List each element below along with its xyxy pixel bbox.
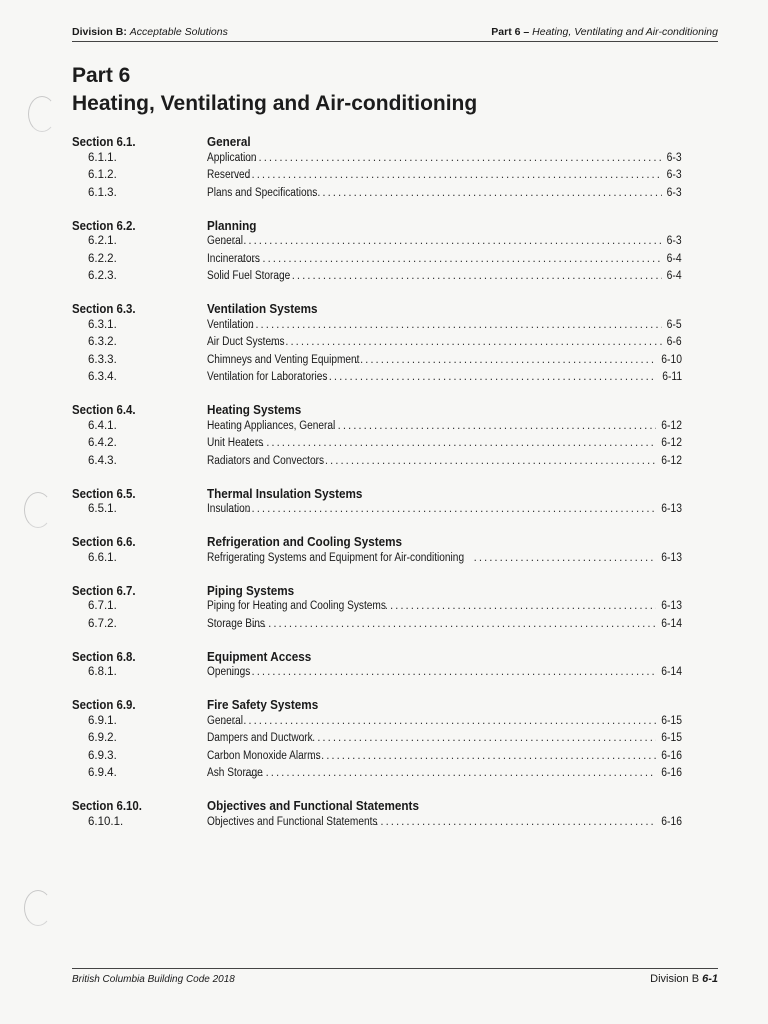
entry-title: Reserved	[207, 169, 251, 182]
entry-title: General	[207, 714, 244, 727]
entry-line	[207, 455, 682, 467]
entry-page: 6-16	[661, 767, 682, 780]
entry-number: 6.1.1.	[88, 151, 117, 164]
entry-page: 6-12	[661, 454, 682, 467]
dot-leader	[235, 319, 663, 331]
entry-number: 6.4.1.	[88, 419, 117, 432]
entry-title: Piping for Heating and Cooling Systems	[207, 600, 386, 613]
toc-entry[interactable]	[72, 765, 682, 783]
section-title: General	[207, 134, 251, 149]
section-heading	[72, 794, 682, 813]
entry-line	[207, 552, 682, 564]
section-label: Section 6.3.	[72, 301, 136, 316]
entry-number: 6.5.1.	[88, 503, 117, 516]
toc-entry[interactable]	[72, 549, 682, 567]
entry-page: 6-11	[662, 371, 682, 384]
entry-page: 6-6	[667, 336, 682, 349]
toc-section	[72, 297, 682, 386]
dot-leader	[474, 552, 656, 564]
dot-leader	[222, 235, 662, 247]
entry-title: Carbon Monoxide Alarms	[207, 749, 321, 762]
entry-title: Ventilation for Laboratories	[207, 371, 328, 384]
entry-number: 6.3.4.	[88, 371, 117, 384]
header-division-label: Division B:	[72, 26, 127, 38]
section-label: Section 6.6.	[72, 534, 136, 549]
toc-entry[interactable]	[72, 334, 682, 352]
toc-section	[72, 482, 682, 519]
section-title: Equipment Access	[207, 648, 312, 664]
entry-page: 6-12	[661, 437, 682, 450]
entry-line	[207, 732, 682, 744]
dot-leader	[314, 455, 656, 467]
binder-hole-mark	[24, 492, 52, 528]
toc-entry[interactable]	[72, 351, 682, 369]
entry-title: General	[207, 235, 244, 248]
entry-line	[207, 354, 682, 366]
entry-page: 6-3	[667, 151, 682, 164]
toc-entry[interactable]	[72, 417, 682, 435]
entry-title: Unit Heaters	[207, 437, 264, 450]
section-label: Section 6.2.	[72, 217, 136, 233]
entry-number: 6.2.2.	[88, 252, 117, 265]
toc-entry[interactable]	[72, 730, 682, 748]
section-label: Section 6.7.	[72, 582, 136, 598]
entry-title: Air Duct Systems	[207, 336, 285, 349]
toc-entry[interactable]	[72, 435, 682, 453]
section-heading	[72, 297, 682, 316]
dot-leader	[355, 354, 656, 366]
dot-leader	[270, 336, 663, 348]
entry-page: 6-12	[661, 419, 682, 432]
toc-section	[72, 130, 682, 202]
dot-leader	[231, 503, 656, 515]
entry-number: 6.2.3.	[88, 270, 117, 283]
entry-title: Dampers and Ductwork	[207, 732, 313, 745]
entry-title: Ash Storage	[207, 767, 263, 780]
entry-line	[207, 371, 682, 383]
entry-page: 6-13	[661, 503, 682, 516]
entry-number: 6.1.2.	[88, 169, 117, 182]
toc-entry[interactable]	[72, 167, 682, 185]
section-label: Section 6.5.	[72, 485, 136, 501]
dot-leader	[375, 816, 656, 828]
toc-section	[72, 693, 682, 782]
entry-page: 6-14	[661, 666, 682, 679]
toc-entry[interactable]	[72, 268, 682, 286]
entry-number: 6.3.3.	[88, 353, 117, 366]
entry-line	[207, 750, 682, 762]
entry-number: 6.9.3.	[88, 749, 117, 762]
dot-leader	[245, 437, 656, 449]
entry-line	[207, 253, 682, 265]
toc-section	[72, 579, 682, 633]
dot-leader	[231, 169, 663, 181]
dot-leader	[318, 371, 657, 383]
entry-page: 6-16	[661, 749, 682, 762]
section-title: Piping Systems	[207, 582, 295, 598]
entry-line	[207, 270, 682, 282]
section-label: Section 6.4.	[72, 402, 136, 417]
section-title: Thermal Insulation Systems	[207, 485, 363, 501]
section-heading	[72, 645, 682, 664]
entry-title: Refrigerating Systems and Equipment for Air-conditioning	[207, 551, 465, 564]
entry-number: 6.4.3.	[88, 454, 117, 467]
dot-leader	[327, 420, 656, 432]
entry-number: 6.2.1.	[88, 235, 117, 248]
entry-line	[207, 187, 682, 199]
section-title: Fire Safety Systems	[207, 697, 319, 712]
entry-line	[207, 235, 682, 247]
entry-title: Storage Bins	[207, 617, 265, 630]
entry-number: 6.1.3.	[88, 186, 117, 199]
dot-leader	[307, 187, 663, 199]
entry-line	[207, 169, 682, 181]
toc-section	[72, 398, 682, 470]
entry-line	[207, 503, 682, 515]
entry-page: 6-13	[661, 551, 682, 564]
toc-entry[interactable]	[72, 598, 682, 616]
running-header	[72, 24, 718, 42]
toc-section	[72, 794, 682, 831]
dot-leader	[238, 152, 663, 164]
header-part-label: Part 6 –	[491, 26, 530, 38]
entry-page: 6-15	[661, 732, 682, 745]
entry-page: 6-14	[661, 617, 682, 630]
entry-page: 6-4	[667, 270, 682, 283]
entry-page: 6-4	[667, 252, 682, 265]
header-part-title: Heating, Ventilating and Air-conditioning	[532, 26, 718, 38]
entry-number: 6.3.2.	[88, 336, 117, 349]
entry-title: Objectives and Functional Statements	[207, 815, 378, 828]
entry-line	[207, 666, 682, 678]
entry-title: Openings	[207, 666, 251, 679]
toc-entry[interactable]	[72, 149, 682, 167]
entry-title: Heating Appliances, General	[207, 419, 336, 432]
entry-number: 6.9.4.	[88, 767, 117, 780]
entry-line	[207, 816, 682, 828]
page-title	[72, 62, 477, 118]
toc-entry[interactable]	[72, 615, 682, 633]
entry-line	[207, 437, 682, 449]
entry-title: Chimneys and Venting Equipment	[207, 353, 360, 366]
entry-line	[207, 420, 682, 432]
entry-page: 6-10	[661, 353, 682, 366]
footer-division: Division B	[650, 973, 700, 985]
footer-page-number: 6-1	[702, 973, 718, 985]
entry-line	[207, 600, 682, 612]
entry-title: Plans and Specifications	[207, 186, 318, 199]
section-title: Objectives and Functional Statements	[207, 798, 419, 813]
section-title: Planning	[207, 217, 257, 233]
entry-line	[207, 336, 682, 348]
entry-page: 6-3	[667, 235, 682, 248]
dot-leader	[311, 750, 656, 762]
section-heading	[72, 214, 682, 233]
toc-section	[72, 645, 682, 682]
toc-entry[interactable]	[72, 664, 682, 682]
section-title: Heating Systems	[207, 402, 302, 417]
entry-line	[207, 618, 682, 630]
dot-leader	[302, 732, 656, 744]
toc-entry[interactable]	[72, 184, 682, 202]
toc-entry[interactable]	[72, 250, 682, 268]
entry-line	[207, 152, 682, 164]
dot-leader	[245, 767, 656, 779]
section-title: Refrigeration and Cooling Systems	[207, 534, 403, 549]
dot-leader	[242, 253, 663, 265]
toc-entry[interactable]	[72, 233, 682, 251]
toc-entry[interactable]	[72, 316, 682, 334]
toc-entry[interactable]	[72, 452, 682, 470]
toc-entry[interactable]	[72, 712, 682, 730]
entry-number: 6.7.2.	[88, 617, 117, 630]
entry-number: 6.6.1.	[88, 551, 117, 564]
footer-code-title: British Columbia Building Code 2018	[72, 974, 235, 985]
binder-hole-mark	[28, 96, 56, 132]
entry-title: Application	[207, 151, 257, 164]
entry-title: Solid Fuel Storage	[207, 270, 291, 283]
section-label: Section 6.8.	[72, 648, 136, 664]
entry-title: Insulation	[207, 503, 251, 516]
table-of-contents	[72, 130, 682, 843]
entry-line	[207, 319, 682, 331]
section-title: Ventilation Systems	[207, 301, 318, 316]
part-name: Heating, Ventilating and Air-conditioning	[72, 92, 478, 115]
toc-section	[72, 214, 682, 286]
section-heading	[72, 482, 682, 501]
entry-line	[207, 715, 682, 727]
entry-number: 6.8.1.	[88, 666, 117, 679]
section-heading	[72, 530, 682, 549]
entry-number: 6.7.1.	[88, 600, 117, 613]
dot-leader	[276, 270, 662, 282]
section-heading	[72, 130, 682, 149]
part-number: Part 6	[72, 64, 131, 87]
running-footer	[72, 968, 718, 989]
entry-number: 6.9.2.	[88, 732, 117, 745]
entry-line	[207, 767, 682, 779]
entry-number: 6.10.1.	[88, 815, 124, 828]
section-label: Section 6.9.	[72, 697, 136, 712]
entry-title: Incinerators	[207, 252, 260, 265]
toc-entry[interactable]	[72, 747, 682, 765]
section-heading	[72, 579, 682, 598]
section-heading	[72, 398, 682, 417]
section-label: Section 6.10.	[72, 798, 142, 813]
entry-title: Radiators and Convectors	[207, 454, 325, 467]
header-division	[72, 26, 228, 38]
footer-page	[650, 973, 718, 985]
entry-title: Ventilation	[207, 318, 254, 331]
entry-page: 6-15	[661, 714, 682, 727]
entry-page: 6-16	[661, 815, 682, 828]
entry-number: 6.4.2.	[88, 437, 117, 450]
entry-page: 6-5	[667, 318, 682, 331]
toc-entry[interactable]	[72, 813, 682, 831]
section-label: Section 6.1.	[72, 134, 136, 149]
toc-entry[interactable]	[72, 369, 682, 387]
entry-number: 6.3.1.	[88, 318, 117, 331]
header-division-title: Acceptable Solutions	[129, 26, 228, 38]
entry-page: 6-3	[667, 186, 682, 199]
dot-leader	[231, 666, 656, 678]
entry-page: 6-3	[667, 169, 682, 182]
entry-number: 6.9.1.	[88, 714, 117, 727]
toc-section	[72, 530, 682, 567]
dot-leader	[385, 600, 656, 612]
header-part	[491, 26, 718, 38]
dot-leader	[247, 618, 656, 630]
dot-leader	[222, 715, 656, 727]
binder-hole-mark	[24, 890, 52, 926]
toc-entry[interactable]	[72, 501, 682, 519]
entry-page: 6-13	[661, 600, 682, 613]
section-heading	[72, 693, 682, 712]
